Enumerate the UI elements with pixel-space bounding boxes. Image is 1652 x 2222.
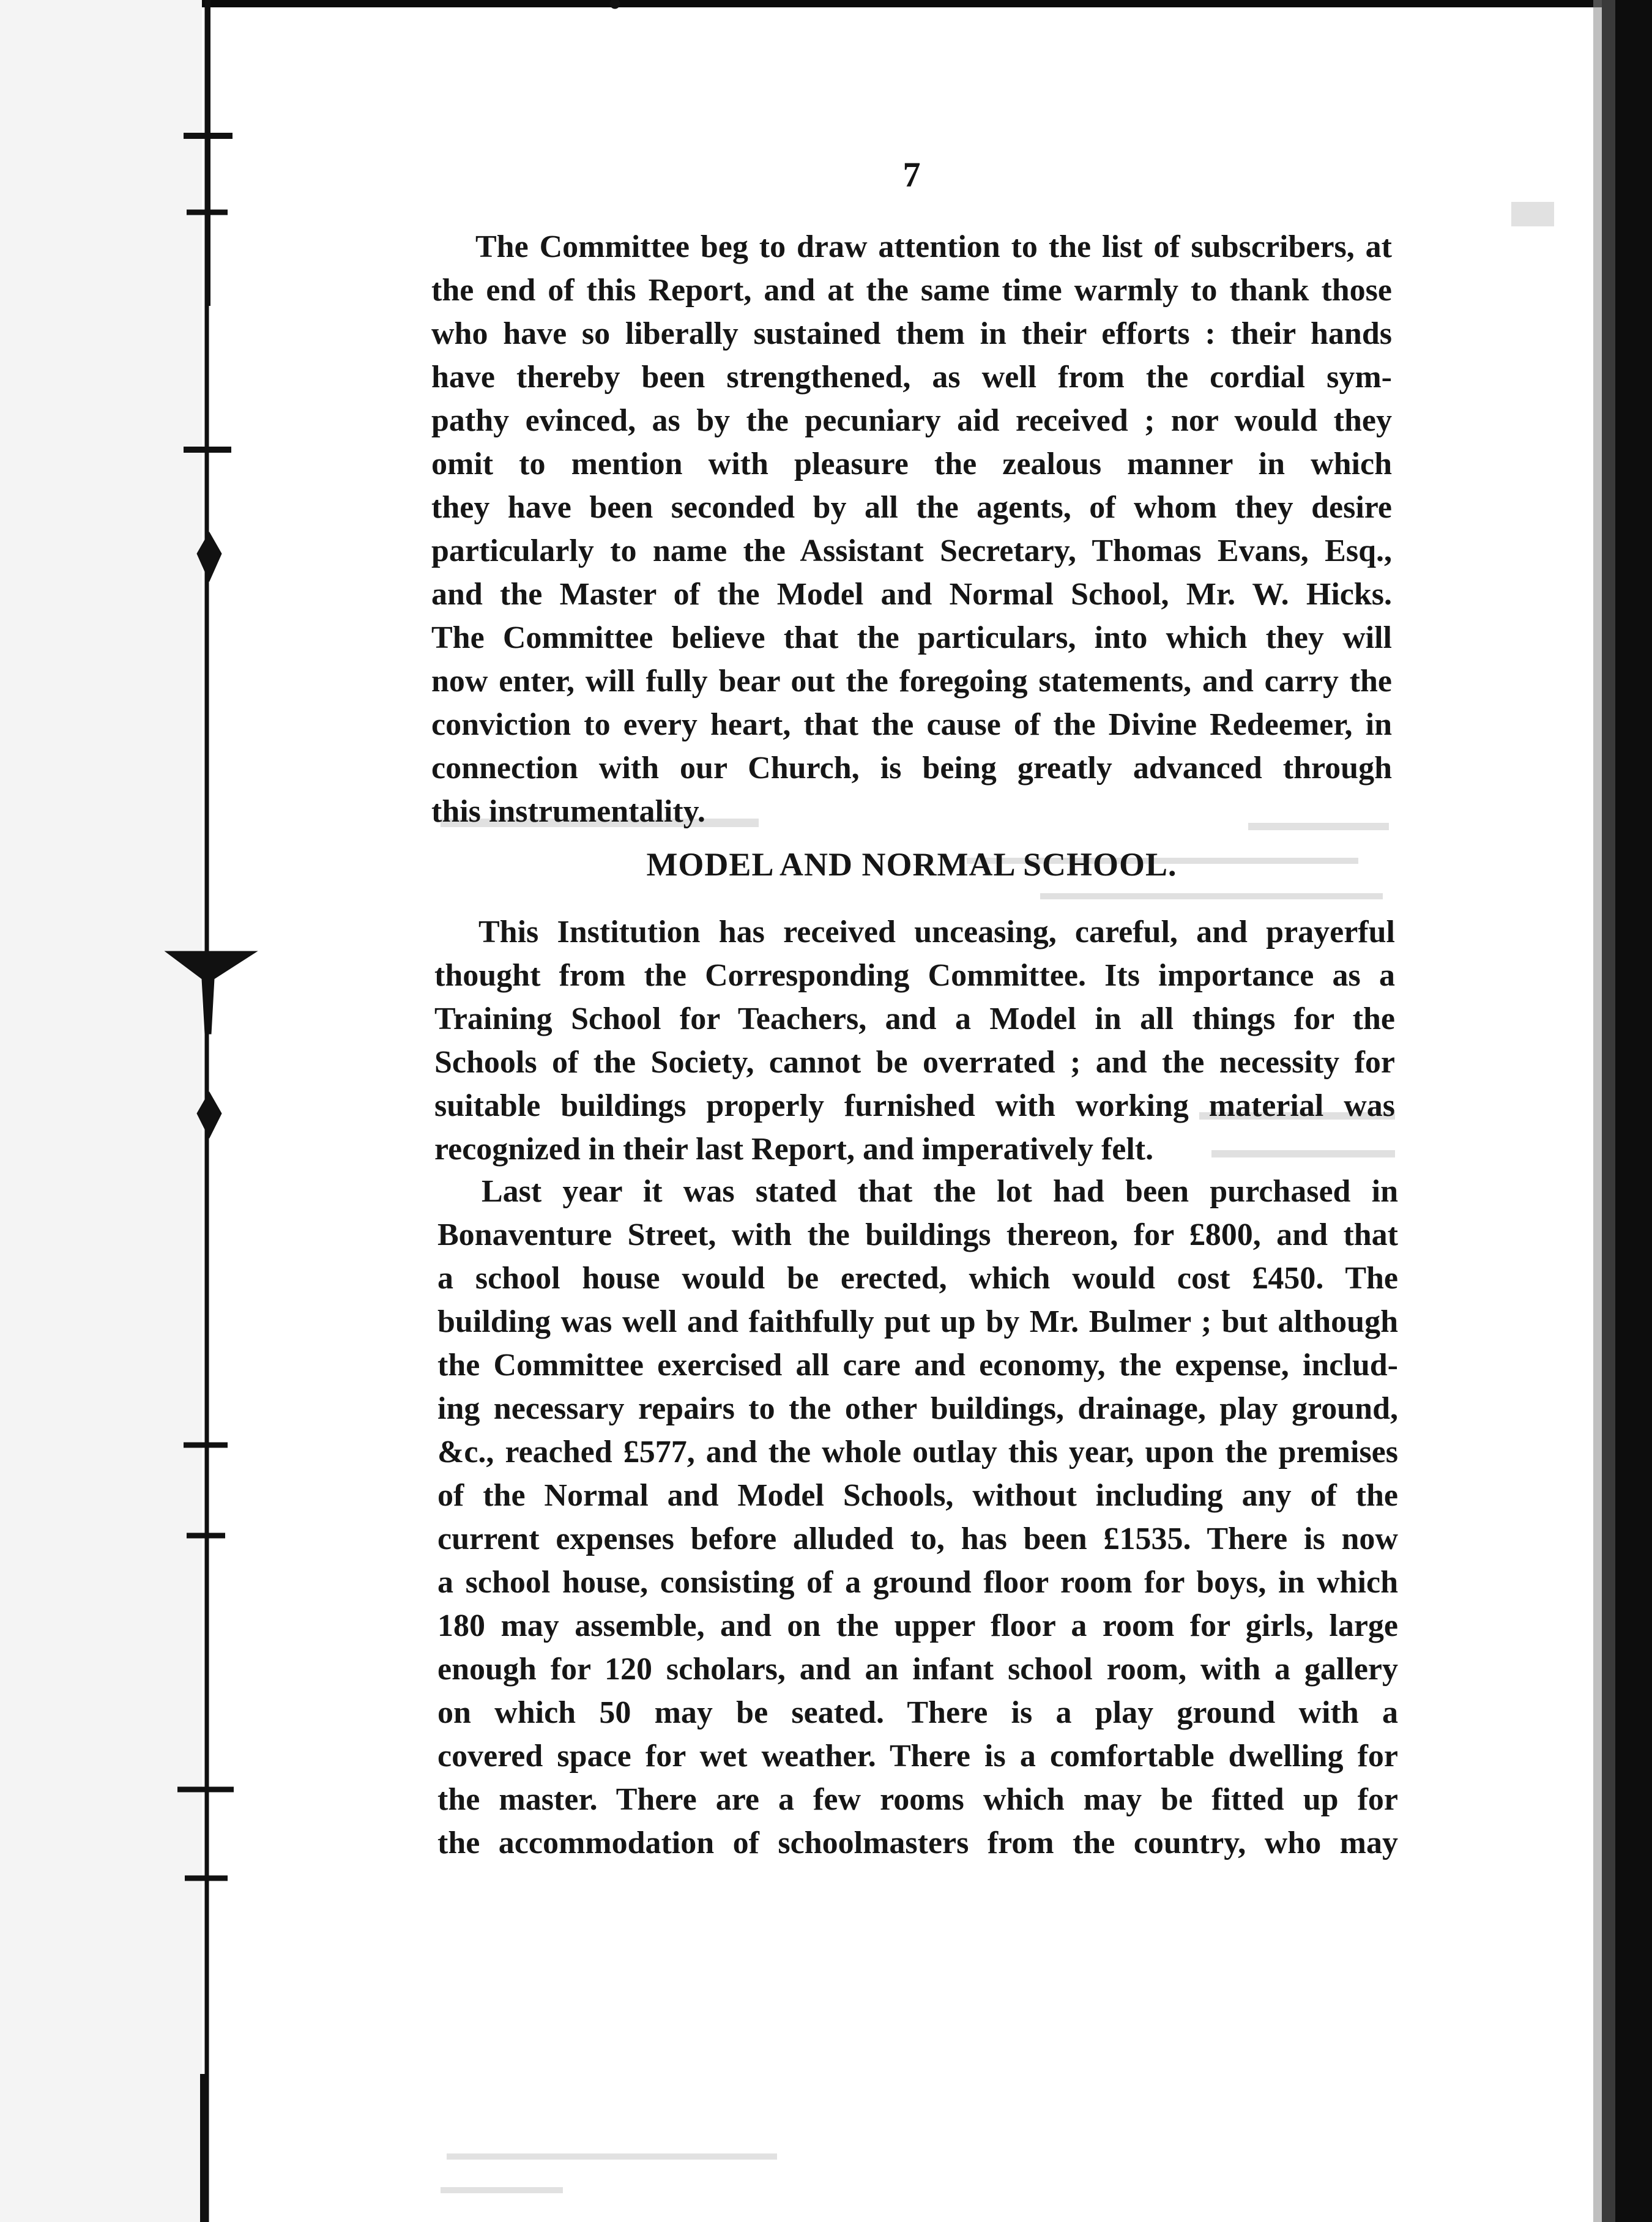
text-line: a school house would be erected, which would cost £450. The [437,1261,1398,1296]
text-line: ing necessary repairs to the other buildings, drainage, play ground, [437,1391,1398,1426]
text-line: This Institution has received unceasing, careful, and prayerful [478,915,1395,949]
text-line: &c., reached £577, and the whole outlay this year, upon the premises [437,1435,1398,1470]
paragraph-last-year [437,1170,1398,1865]
text-line: on which 50 may be seated. There is a play ground with a [437,1695,1398,1730]
text-line: the master. There are a few rooms which may be fitted up for [437,1782,1398,1817]
right-border [1614,0,1652,2222]
text-line: Schools of the Society, cannot be overrated ; and the necessity for [434,1045,1395,1080]
text-line: building was well and faithfully put up by Mr. Bulmer ; but although [437,1304,1398,1339]
text-line: particularly to name the Assistant Secretary, Thomas Evans, Esq., [431,533,1392,568]
text-line: connection with our Church, is being greatly advanced through [431,751,1392,786]
text-line: have thereby been strengthened, as well from the cordial sym- [431,360,1392,395]
text-line: a school house, consisting of a ground floor room for boys, in which [437,1565,1398,1600]
section-heading: MODEL AND NORMAL SCHOOL. [646,846,1177,883]
text-line: omit to mention with pleasure the zealous manner in which [431,447,1392,481]
top-edge [0,0,1652,7]
text-line: the accommodation of schoolmasters from the country, who may [437,1826,1398,1860]
text-line: conviction to every heart, that the cause of the Divine Redeemer, in [431,707,1392,742]
text-line: The Committee beg to draw attention to the list of subscribers, at [475,229,1392,264]
text-line: suitable buildings properly furnished with working material was [434,1088,1395,1123]
text-line: enough for 120 scholars, and an infant school room, with a gallery [437,1652,1398,1687]
text-line: the Committee exercised all care and economy, the expense, includ- [437,1348,1398,1383]
paragraph-committee-thanks [431,225,1392,833]
text-line: and the Master of the Model and Normal School, Mr. W. Hicks. [431,577,1392,612]
text-line: of the Normal and Model Schools, without including any of the [437,1478,1398,1513]
text-line: The Committee believe that the particulars, into which they will [431,620,1392,655]
text-line: who have so liberally sustained them in their efforts : their hands [431,316,1392,351]
text-line: recognized in their last Report, and imperatively felt. [434,1132,1154,1167]
paragraph-institution [434,910,1395,1171]
text-line: now enter, will fully bear out the foregoing statements, and carry the [431,664,1392,699]
page-number: 7 [902,155,921,195]
text-line: they have been seconded by all the agents, of whom they desire [431,490,1392,525]
text-line: the end of this Report, and at the same time warmly to thank those [431,273,1392,308]
text-line: Last year it was stated that the lot had been purchased in [482,1174,1398,1209]
text-line: current expenses before alluded to, has been £1535. There is now [437,1522,1398,1556]
text-line: thought from the Corresponding Committee. Its importance as a [434,958,1395,993]
text-line: 180 may assemble, and on the upper floor a room for girls, large [437,1608,1398,1643]
text-line: Bonaventure Street, with the buildings thereon, for £800, and that [437,1217,1398,1252]
text-line: covered space for wet weather. There is a comfortable dwelling for [437,1739,1398,1774]
text-line: pathy evinced, as by the pecuniary aid received ; nor would they [431,403,1392,438]
text-line: this instrumentality. [431,794,705,829]
text-line: Training School for Teachers, and a Model in all things for the [434,1001,1395,1036]
